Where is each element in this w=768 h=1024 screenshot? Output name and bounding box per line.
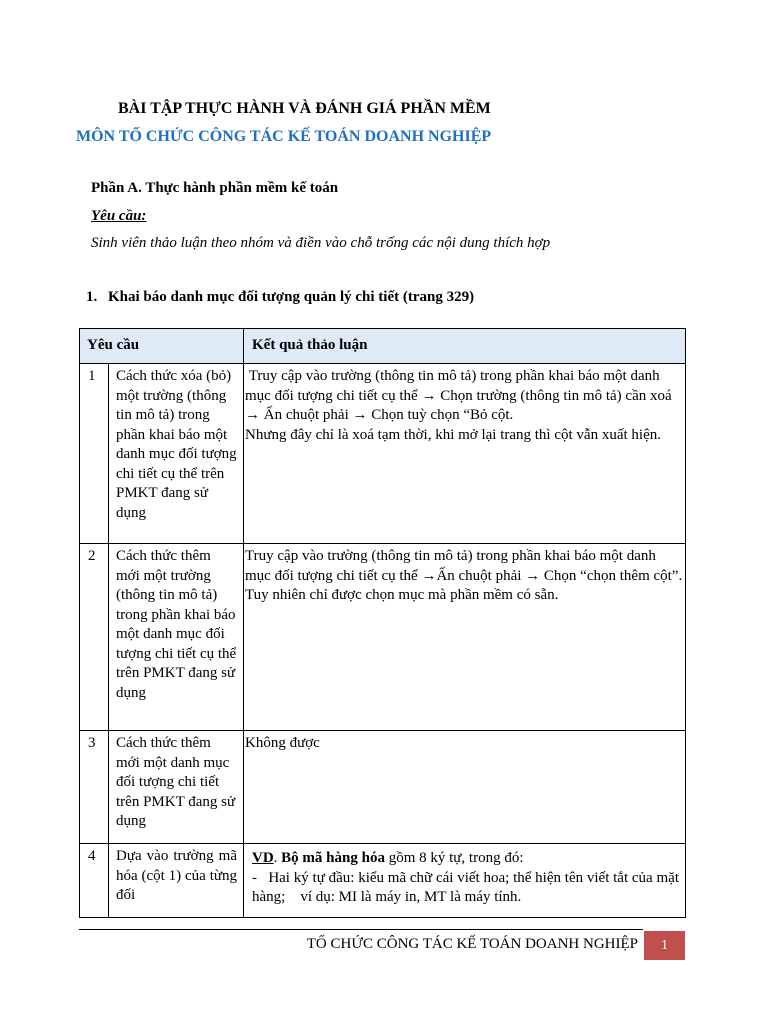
section-heading	[86, 289, 474, 306]
header-requirement: Yêu cầu	[80, 329, 244, 364]
row-requirement: Cách thức xóa (bỏ) một trường (thông tin mô tả) trong phần khai báo một danh mục đối tượng chi tiết cụ thể trên PMKT đang sử dụng	[109, 364, 244, 544]
footer-text: TỐ CHỨC CÔNG TÁC KẾ TOÁN DOANH NGHIỆP	[306, 936, 638, 952]
result-line: - Hai ký tự đầu: kiểu mã chữ cái viết hoa; thể hiện tên viết tắt của mặt hàng; ví dụ: MI là máy in, MT là máy tính.	[252, 869, 683, 905]
row-result	[244, 844, 686, 918]
requirement-label: Yêu cầu:	[91, 208, 147, 224]
row-result	[244, 544, 686, 731]
row-requirement: Cách thức thêm mới một danh mục đối tượng chi tiết trên PMKT đang sử dụng	[109, 731, 244, 844]
page-number: 1	[644, 931, 685, 960]
discussion-table	[79, 328, 686, 918]
instruction-text: Sinh viên thảo luận theo nhóm và điền vào chỗ trống các nội dung thích hợp	[91, 235, 551, 251]
table-row	[80, 731, 686, 844]
footer-divider	[79, 929, 643, 930]
row-result	[244, 364, 686, 544]
header-result: Kết quả thảo luận	[244, 329, 686, 364]
example-rest: gồm 8 ký tự, trong đó:	[384, 850, 524, 866]
example-subject: Bộ mã hàng hóa	[281, 850, 385, 866]
result-line: Không được	[245, 735, 320, 751]
result-line: Truy cập vào trường (thông tin mô tả) trong phần khai báo một danh mục đối tượng chi tiết cụ thể → Chọn trường (thông tin mô tả) cần xoá → Ấn chuột phải → Chọn tuỳ chọn “Bỏ cột.	[245, 368, 676, 423]
row-number: 2	[80, 544, 109, 731]
part-a-heading: Phần A. Thực hành phần mềm kế toán	[91, 180, 339, 196]
example-label: VD	[252, 850, 274, 866]
result-line: VD. Bộ mã hàng hóa gồm 8 ký tự, trong đó:	[252, 850, 524, 866]
row-result	[244, 731, 686, 844]
row-number: 1	[80, 364, 109, 544]
result-line: Truy cập vào trường (thông tin mô tả) trong phần khai báo một danh mục đối tượng chi tiết cụ thể →Ấn chuột phải → Chọn “chọn thêm cột”.	[245, 548, 683, 584]
section-number: 1.	[86, 289, 98, 305]
table-row	[80, 544, 686, 731]
table-header-row	[80, 329, 686, 364]
row-requirement: Dựa vào trường mã hóa (cột 1) của từng đối	[109, 844, 244, 918]
document-title: BÀI TẬP THỰC HÀNH VÀ ĐÁNH GIÁ PHẦN MỀM	[118, 100, 491, 117]
section-title: Khai báo danh mục đối tượng quản lý chi tiết (trang 329)	[108, 289, 475, 305]
page-footer	[79, 932, 685, 960]
table-row	[80, 844, 686, 918]
row-number: 4	[80, 844, 109, 918]
result-line: Tuy nhiên chỉ được chọn mục mà phần mềm có sẵn.	[245, 587, 559, 603]
row-requirement: Cách thức thêm mới một trường (thông tin mô tả) trong phần khai báo một danh mục đối tượng chi tiết cụ thể trên PMKT đang sử dụng	[109, 544, 244, 731]
row-number: 3	[80, 731, 109, 844]
result-line: Nhưng đây chỉ là xoá tạm thời, khi mở lại trang thì cột vẫn xuất hiện.	[245, 426, 661, 443]
document-subtitle: MÔN TỐ CHỨC CÔNG TÁC KẾ TOÁN DOANH NGHIỆP	[76, 128, 492, 145]
table-row	[80, 364, 686, 544]
